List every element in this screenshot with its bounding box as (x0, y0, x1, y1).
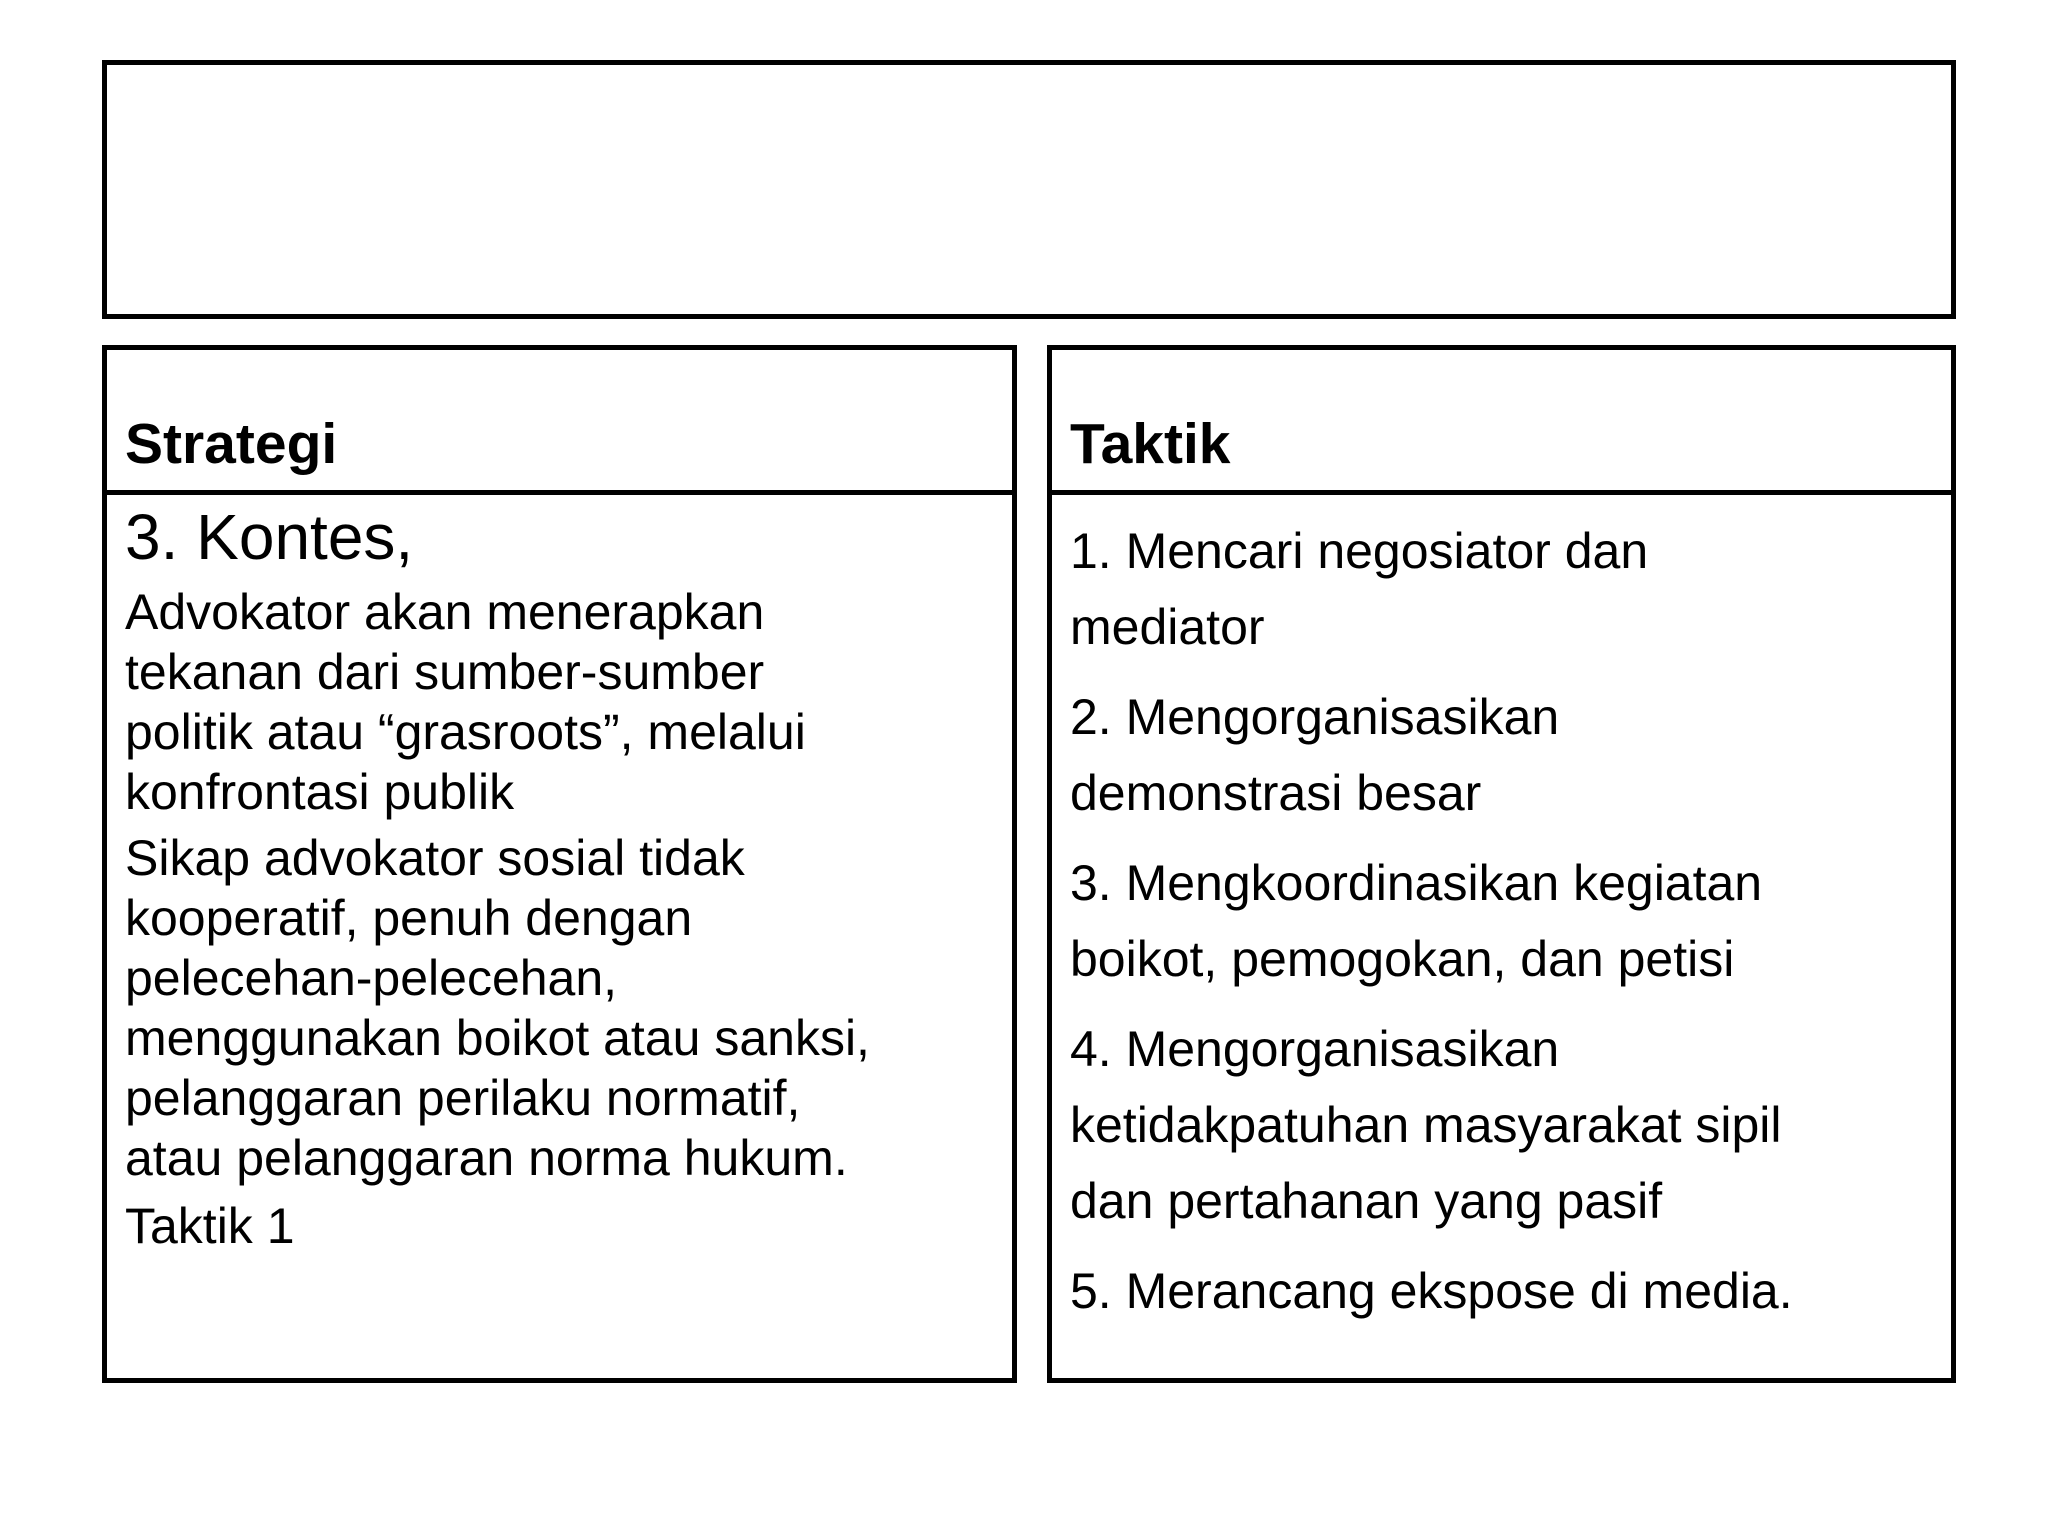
tactic-line: 5. Merancang ekspose di media. (1070, 1263, 1793, 1319)
tactic-item (1070, 679, 1937, 831)
paragraph-line: tekanan dari sumber-sumber (125, 643, 765, 700)
strategy-paragraph-1 (125, 582, 998, 822)
paragraph-line: kooperatif, penuh dengan (125, 889, 693, 946)
paragraph-line: atau pelanggaran norma hukum. (125, 1129, 848, 1186)
paragraph-line: politik atau “grasroots”, melalui (125, 703, 806, 760)
tactic-line: mediator (1070, 599, 1265, 655)
tactic-item (1070, 513, 1937, 665)
paragraph-line: Advokator akan menerapkan (125, 583, 765, 640)
tactic-line: dan pertahanan yang pasif (1070, 1173, 1663, 1229)
strategy-heading: 3. Kontes, (125, 501, 414, 573)
tactics-panel (1047, 345, 1956, 1383)
tactic-line: 2. Mengorganisasikan (1070, 689, 1560, 745)
paragraph-line: konfrontasi publik (125, 763, 515, 820)
tactics-list (1070, 513, 1937, 1329)
strategy-header (107, 350, 1012, 495)
tactics-header-title: Taktik (1070, 412, 1231, 477)
paragraph-line: menggunakan boikot atau sanksi, (125, 1009, 870, 1066)
tactic-line: demonstrasi besar (1070, 765, 1482, 821)
strategy-body (125, 495, 998, 1378)
tactic-item (1070, 845, 1937, 997)
paragraph-line: pelanggaran perilaku normatif, (125, 1069, 801, 1126)
tactics-header (1052, 350, 1951, 495)
tactic-item (1070, 1011, 1937, 1239)
tactics-body (1070, 495, 1937, 1378)
tactic-line: 1. Mencari negosiator dan (1070, 523, 1649, 579)
strategy-paragraph-2 (125, 828, 998, 1188)
paragraph-line: Sikap advokator sosial tidak (125, 829, 745, 886)
tactic-line: 4. Mengorganisasikan (1070, 1021, 1560, 1077)
strategy-header-title: Strategi (125, 412, 338, 477)
tactic-line: ketidakpatuhan masyarakat sipil (1070, 1097, 1782, 1153)
paragraph-line: pelecehan-pelecehan, (125, 949, 618, 1006)
tactic-line: 3. Mengkoordinasikan kegiatan (1070, 855, 1763, 911)
strategy-note: Taktik 1 (125, 1197, 295, 1254)
tactic-item (1070, 1253, 1937, 1329)
tactic-line: boikot, pemogokan, dan petisi (1070, 931, 1735, 987)
strategy-panel (102, 345, 1017, 1383)
slide-title-box (102, 60, 1956, 319)
